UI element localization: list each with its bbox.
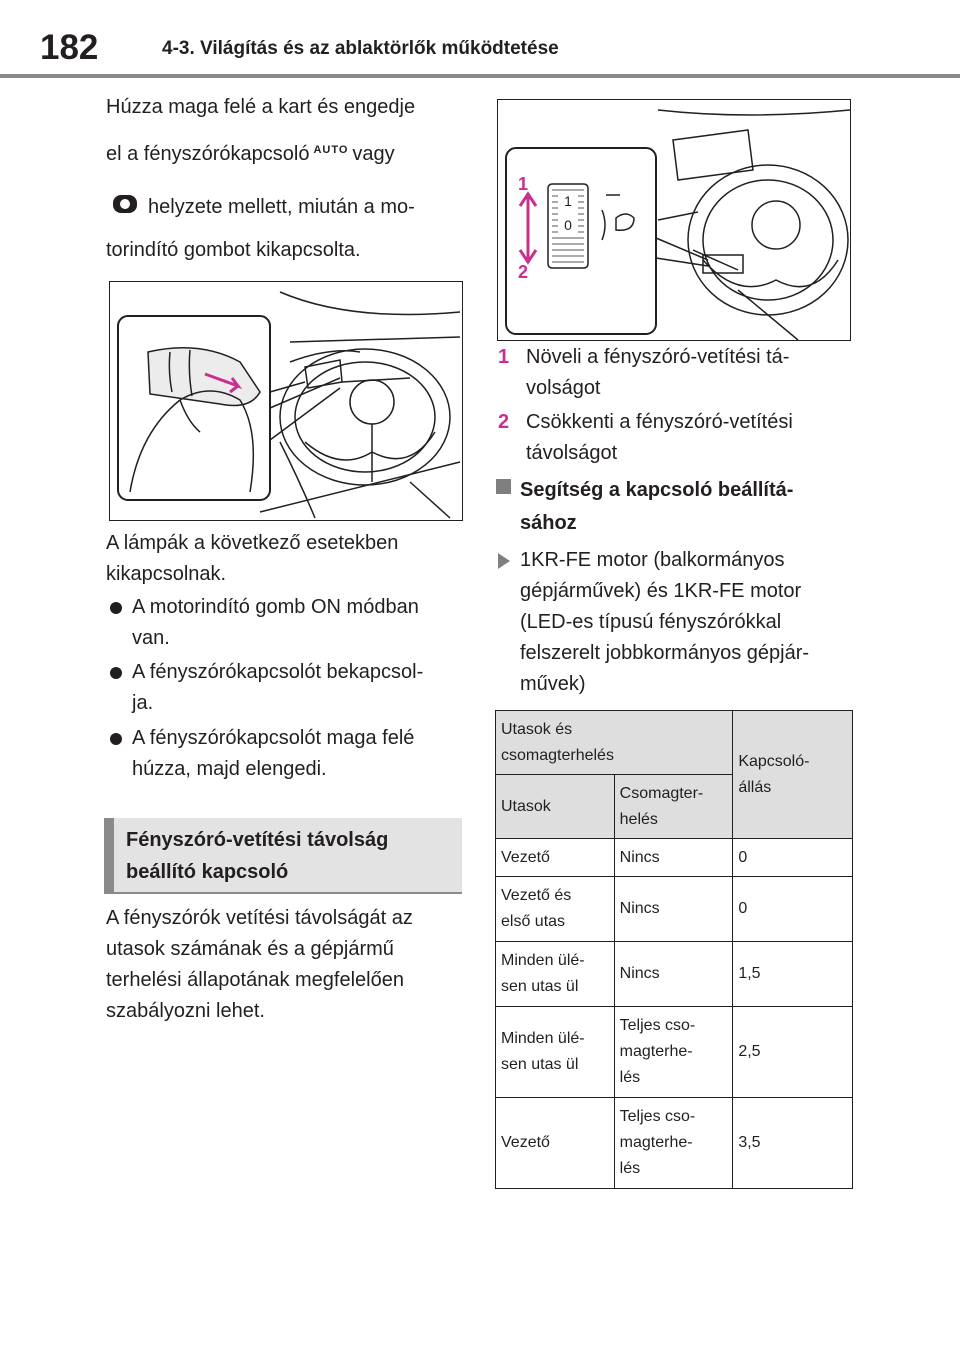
bullet-item [110,592,460,654]
cell-line: Vezető [501,1134,550,1151]
intro-line-4: torindító gombot kikapcsolta. [106,239,361,261]
arrow-item-line: 1KR-FE motor (balkormányos [520,549,785,571]
bullet-dot-icon [110,602,122,614]
lever-illustration [109,281,463,521]
chapter-title: 4-3. Világítás és az ablaktörlők működtetése [162,38,559,59]
leveling-dial-illustration [497,99,851,341]
cell-setting: 1,5 [733,942,853,1007]
bullet-line-2: húzza, majd elengedi. [132,758,327,780]
numbered-item-number: 1 [498,346,510,368]
dial-bottom-label: 0 [564,217,572,233]
cell-line: Teljes cso- [619,1108,696,1125]
auto-symbol: AUTO [313,144,349,156]
section-text-line: utasok számának és a gépjármű [106,938,394,960]
cell-passengers [496,877,615,942]
numbered-item-line-1: Növeli a fényszóró-vetítési tá- [526,346,790,368]
section-heading [104,818,462,894]
section-text-line: terhelési állapotának megfelelően [106,969,404,991]
section-accent-bar [104,818,114,892]
arrow-item-line: felszerelt jobbkormányos gépjár- [520,642,810,664]
cell-cargo [614,877,733,942]
section-title-line-1: Fényszóró-vetítési távolság [126,829,389,851]
intro-line-1: Húzza maga felé a kart és engedje [106,96,416,118]
arrow-item-line: (LED-es típusú fényszórókkal [520,611,782,633]
subsection-line-1: Segítség a kapcsoló beállítá- [520,479,794,501]
off-intro-line-2: kikapcsolnak. [106,563,227,585]
header-switch-line-2: állás [738,778,772,796]
arrow-item-text [520,545,809,700]
bullet-item [110,723,460,785]
arrow-item-line: gépjárművek) és 1KR-FE motor [520,580,802,602]
cell-passengers [496,1098,615,1189]
numbered-item-line-2: távolságot [526,442,618,464]
cell-passengers [496,839,615,877]
table-row [496,1098,853,1189]
cell-setting: 2,5 [733,1007,853,1098]
bullet-line-1: A motorindító gomb ON módban [132,596,419,618]
section-text-line: szabályozni lehet. [106,1000,265,1022]
table-row [496,839,853,877]
header-cell-switch [733,711,853,839]
header-switch-line-1: Kapcsoló- [738,752,810,770]
subsection-heading [520,474,793,540]
section-title-line-2: beállító kapcsoló [126,861,289,883]
cell-line: lés [619,1160,641,1177]
leveling-table [495,710,853,1189]
header-cargo-line-2: helés [619,810,658,828]
cell-passengers [496,942,615,1007]
intro-line-2-after: vagy [352,143,395,165]
header-cell-group [496,711,733,775]
header-group-line-2: csomagterhelés [501,746,614,764]
cell-line: Nincs [619,848,660,866]
table-row [496,877,853,942]
header-rule [0,74,960,78]
table-row [496,1007,853,1098]
numbered-item-line-1: Csökkenti a fényszóró-vetítési [526,411,793,433]
bullet-line-1: A fényszórókapcsolót bekapcsol- [132,661,424,683]
header-cargo-line-1: Csomagter- [619,784,704,802]
intro-line-2-text: el a fényszórókapcsoló [106,143,310,165]
bullet-dot-icon [110,733,122,745]
off-intro-line-1: A lámpák a következő esetekben [106,532,399,554]
cell-cargo [614,942,733,1007]
arrow-item-line: művek) [520,673,586,695]
cell-line: Nincs [619,965,660,982]
cell-line: Minden ülé- [501,952,585,969]
cell-line: magterhe- [619,1134,693,1151]
callout-2: 2 [518,262,529,282]
cell-line: Teljes cso- [619,1017,696,1034]
intro-line-2 [106,135,395,170]
header-group-line-1: Utasok és [501,720,573,738]
intro-line-3: helyzete mellett, miután a mo- [148,196,415,218]
numbered-item-number: 2 [498,411,510,433]
numbered-item [498,342,848,404]
cell-setting: 0 [733,877,853,942]
cell-line: Vezető [501,848,550,866]
header-cell-passengers: Utasok [496,775,615,839]
cell-setting: 0 [733,839,853,877]
subsection-line-2: sához [520,512,577,534]
bullet-line-2: ja. [132,692,154,714]
cell-cargo [614,1098,733,1189]
numbered-item-line-2: volságot [526,377,601,399]
headlight-symbol-icon [112,194,138,219]
cell-line: lés [619,1069,641,1086]
cell-line: Nincs [619,900,660,917]
page-number: 182 [40,28,99,67]
cell-passengers [496,1007,615,1098]
cell-setting: 3,5 [733,1098,853,1189]
cell-line: sen utas ül [501,1056,579,1073]
bullet-dot-icon [110,667,122,679]
table-row [496,942,853,1007]
callout-1: 1 [518,174,529,194]
cell-line: magterhe- [619,1043,693,1060]
cell-line: Minden ülé- [501,1030,585,1047]
section-title [126,824,388,888]
table-header-row [496,711,853,775]
cell-line: sen utas ül [501,978,579,995]
bullet-line-2: van. [132,627,170,649]
header-cell-cargo [614,775,733,839]
cell-cargo [614,1007,733,1098]
bullet-item [110,657,460,719]
cell-cargo [614,839,733,877]
cell-line: Vezető és [501,887,572,904]
dial-top-label: 1 [564,193,572,209]
numbered-item [498,407,848,469]
bullet-line-1: A fényszórókapcsolót maga felé [132,727,415,749]
section-text-line: A fényszórók vetítési távolságát az [106,907,413,929]
arrow-bullet-icon [498,553,510,569]
square-bullet-icon [496,479,511,499]
cell-line: első utas [501,913,566,930]
